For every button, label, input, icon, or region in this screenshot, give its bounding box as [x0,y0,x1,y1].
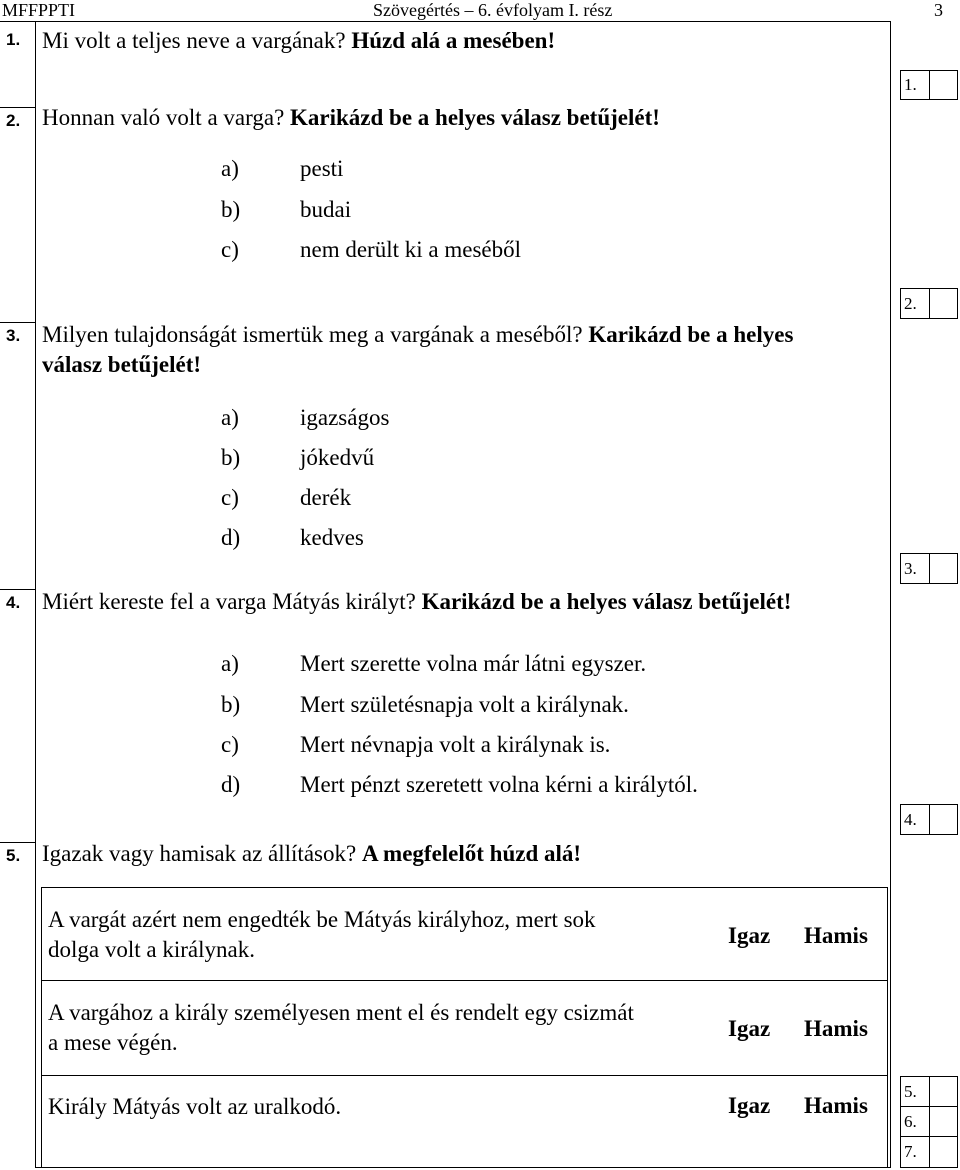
tf-statement-line: dolga volt a királynak. [48,937,255,962]
score-label: 2. [904,294,917,313]
q2-option-letter[interactable]: b) [221,197,241,222]
score-box-1[interactable] [900,70,958,100]
q5-number: 5. [6,846,21,865]
tf-true-option[interactable]: Igaz [728,1016,771,1041]
q3-option-letter[interactable]: b) [221,445,241,470]
q3-number: 3. [6,326,21,345]
frame-top-line [35,21,891,22]
q3-instruction-part2: válasz betűjelét! [42,352,202,377]
qnum-box-line [0,107,36,108]
score-label: 3. [904,559,917,578]
q2-option-letter[interactable]: c) [221,237,239,262]
tf-row-statement [48,905,708,965]
tf-table-border [41,1075,888,1076]
qnum-box-line [0,842,36,843]
q2-number: 2. [6,111,21,130]
tf-false-option[interactable]: Hamis [804,1016,868,1041]
qnum-box-line [0,322,36,323]
score-label: 5. [904,1082,917,1101]
q4-option-text: Mert névnapja volt a királynak is. [300,732,611,757]
frame-left-line [35,21,36,1168]
score-box-divider [929,1077,930,1167]
q1-text: Mi volt a teljes neve a vargának? [42,28,346,53]
q4-option-letter[interactable]: c) [221,732,239,757]
score-box-divider [929,289,930,318]
q4-option-text: Mert szerette volna már látni egyszer. [300,651,647,676]
score-box-divider [929,554,930,583]
tf-table-border [41,980,888,981]
q3-option-text: igazságos [300,405,390,430]
score-label: 6. [904,1112,917,1131]
score-box-divider [901,1106,957,1107]
tf-table-border [887,887,888,1168]
qnum-box-line [0,21,36,22]
q2-question [42,105,660,131]
tf-false-option[interactable]: Hamis [804,923,868,948]
q4-option-text: Mert születésnapja volt a királynak. [300,692,629,717]
q5-question [42,841,581,867]
score-box-5-7[interactable] [900,1076,958,1168]
q4-question [42,589,791,615]
tf-table-border [41,887,888,888]
q2-text: Honnan való volt a varga? [42,105,285,130]
q4-number: 4. [6,593,21,612]
q3-option-text: kedves [300,525,364,550]
q4-option-text: Mert pénzt szeretett volna kérni a királytól. [300,772,698,797]
q3-option-letter[interactable]: c) [221,485,239,510]
page-number: 3 [934,0,943,20]
q3-option-letter[interactable]: a) [221,405,239,430]
score-label: 7. [904,1142,917,1161]
q2-option-text: pesti [300,156,344,181]
q4-text: Miért kereste fel a varga Mátyás királyt? [42,589,416,614]
q1-instruction: Húzd alá a mesében! [351,28,556,53]
q5-text: Igazak vagy hamisak az állítások? [42,841,357,866]
q2-option-text: nem derült ki a meséből [300,237,521,262]
q3-text: Milyen tulajdonságát ismertük meg a vargának a meséből? [42,322,583,347]
q3-question-line1 [42,322,793,348]
tf-row-statement [48,1092,341,1122]
score-box-divider [901,1136,957,1137]
score-box-divider [929,71,930,99]
tf-statement-line: A vargát azért nem engedték be Mátyás királyhoz, mert sok [48,907,596,932]
frame-right-line [890,21,891,1168]
frame-bottom-line [35,1167,891,1168]
q4-option-letter[interactable]: b) [221,692,241,717]
q5-instruction: A megfelelőt húzd alá! [361,841,582,866]
q4-option-letter[interactable]: d) [221,772,241,797]
q4-instruction: Karikázd be a helyes válasz betűjelét! [421,589,792,614]
q3-instruction-part1: Karikázd be a helyes [588,322,794,347]
score-box-3[interactable] [900,553,958,584]
tf-statement-line: a mese végén. [48,1030,178,1055]
q4-option-letter[interactable]: a) [221,651,239,676]
tf-true-option[interactable]: Igaz [728,1093,771,1118]
q1-question [42,28,555,54]
q3-option-text: jókedvű [300,445,375,470]
q3-option-text: derék [300,485,352,510]
score-box-4[interactable] [900,804,958,835]
qnum-box-line [0,589,36,590]
q3-option-letter[interactable]: d) [221,525,241,550]
q2-option-text: budai [300,197,352,222]
header-left: MFFPPTI [2,0,76,20]
tf-false-option[interactable]: Hamis [804,1093,868,1118]
q2-option-letter[interactable]: a) [221,156,239,181]
tf-statement-line: A vargához a király személyesen ment el és rendelt egy csizmát [48,1000,634,1025]
tf-row-statement [48,998,728,1058]
q1-number: 1. [6,30,21,49]
score-box-divider [929,805,930,834]
score-box-2[interactable] [900,288,958,319]
q2-instruction: Karikázd be a helyes válasz betűjelét! [290,105,660,130]
header-center: Szövegértés – 6. évfolyam I. rész [373,0,613,20]
score-label: 1. [904,75,917,94]
tf-table-border [41,887,42,1168]
tf-true-option[interactable]: Igaz [728,923,771,948]
tf-statement-line: Király Mátyás volt az uralkodó. [48,1094,342,1119]
score-label: 4. [904,810,917,829]
